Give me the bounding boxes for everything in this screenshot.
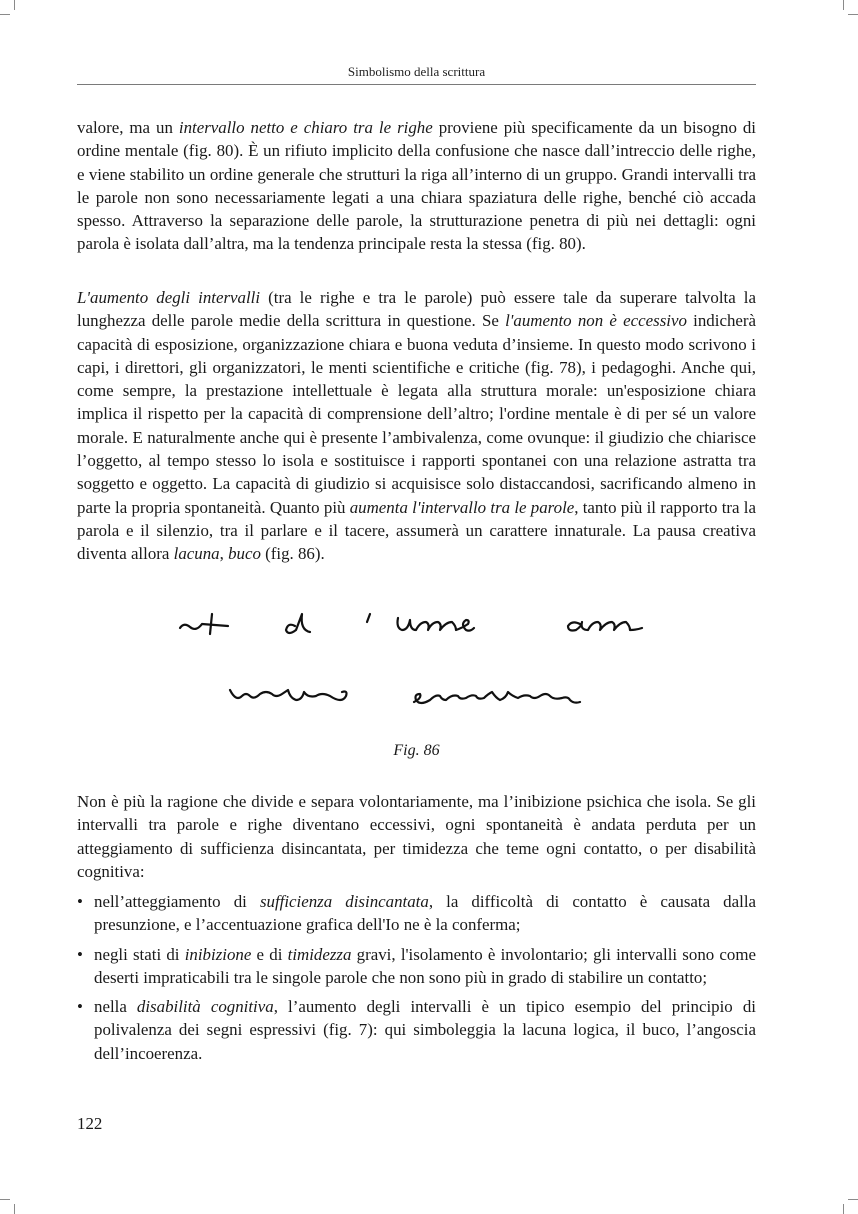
crop-mark-bottom-left	[0, 1199, 10, 1200]
text-run: (tra le righe e tra le parole) può essere tale da superare talvolta la lunghezza delle parole medie della scrittura in questione. Se	[77, 288, 756, 331]
list-item	[77, 890, 756, 937]
emphasis: aumenta l'intervallo tra le parole	[349, 497, 575, 517]
text-run: nella	[94, 997, 137, 1017]
handwritten-word	[367, 614, 370, 622]
crop-mark-top-right	[848, 14, 858, 15]
crop-mark-bottom-right	[848, 1199, 858, 1200]
crop-mark-top-right	[843, 0, 844, 10]
text-run: indicherà capacità di esposizione, organizzazione chiara e buona veduta d’insieme. In questo modo scrivono i capi, i direttori, gli organizzatori, le menti scientifiche e critiche (fig. 78), i pedagoghi. Anche qui, come sempre, la prestazione intellettuale è legata alla struttura morale: un'esposizione chiara implica il rispetto per la capacità di comprensione dell’altro; l'ordine mentale è di per sé un valore morale. E naturalmente anche qui è presente l’ambivalenza, come ovunque: il giudizio che chiarisce l’oggetto, al tempo stesso lo isola e sostituisce i rapporti spontanei con una relazione astratta tra soggetto e oggetto. La capacità di giudizio si acquisisce solo distaccandosi, sacrificando almeno in parte la propria spontaneità. Quanto più	[77, 311, 757, 517]
emphasis: disabilità cognitiva	[136, 997, 274, 1017]
text-run: , tanto più il rapporto tra la parola e il silenzio, tra il parlare e il tacere, assumerà un carattere innaturale. La pausa creativa diventa allora	[77, 497, 756, 564]
text-run: gravi, l'isolamento è involontario; gli intervalli sono come deserti impraticabili tra le singole parole che non sono più in grado di stabilire un contatto;	[94, 944, 757, 987]
text-run: negli stati di	[94, 944, 185, 964]
handwriting-sample-figure	[170, 600, 670, 730]
bullet-marker: •	[77, 944, 83, 964]
emphasis: sufficienza disincantata	[259, 892, 429, 911]
text-run: proviene più specificamente da un bisogno di ordine mentale (fig. 80). È un rifiuto implicito della confusione che nasce dall’intreccio delle righe, e viene stabilito un ordine generale che strutturi la riga all’interno di un gruppo. Grandi intervalli tra le parole non sono necessariamente legati a una chiara spaziatura delle righe, benché ciò accada spesso. Attraverso la separazione delle parole, la strutturazione penetra di più nei dettagli: ogni parola è isolata dall’altra, ma la tendenza principale resta la stessa (fig. 80).	[77, 118, 757, 254]
emphasis: intervallo netto e chiaro tra le righe	[178, 118, 433, 137]
handwritten-word	[398, 618, 475, 631]
text-run: e di	[251, 944, 288, 964]
bullet-marker: •	[77, 997, 83, 1017]
paragraph-3	[77, 790, 756, 883]
emphasis: inibizione	[184, 944, 252, 964]
text-run: , la difficoltà di contatto è causata dalla presunzione, e l’accentuazione grafica dell'Io ne è la conferma;	[94, 892, 757, 935]
emphasis: l'aumento non è eccessivo	[505, 311, 687, 331]
bullet-list	[77, 890, 756, 1071]
paragraph-text: Non è più la ragione che divide e separa volontariamente, ma l’inibizione psichica che isola. Se gli intervalli tra parole e righe diventano eccessivi, ogni spontaneità è andata perduta per un atteggiamento di sufficienza disincantata, per timidezza che teme ogni contatto, o per disabilità cognitiva:	[77, 792, 756, 881]
emphasis: buco	[228, 544, 261, 564]
handwritten-word	[180, 624, 228, 629]
list-item	[77, 943, 756, 990]
list-item	[77, 995, 756, 1065]
handwritten-word	[414, 692, 580, 703]
page-number: 122	[77, 1114, 103, 1133]
handwritten-word	[230, 690, 347, 700]
text-run: ,	[219, 544, 229, 564]
text-run: nell’atteggiamento di	[94, 892, 260, 911]
bullet-marker: •	[77, 892, 83, 911]
paragraph-1	[77, 116, 756, 256]
emphasis: timidezza	[287, 944, 352, 964]
paragraph-2	[77, 286, 756, 566]
crop-mark-top-left	[0, 14, 10, 15]
crop-mark-bottom-right	[843, 1204, 844, 1214]
handwritten-word	[568, 622, 642, 631]
emphasis: lacuna	[173, 544, 220, 564]
text-run: valore, ma un	[77, 118, 179, 137]
text-run: , l’aumento degli intervalli è un tipico esempio del principio di polivalenza dei segni espressivi (fig. 7): qui simboleggia la lacuna logica, il buco, l’angoscia dell’incoerenza.	[94, 997, 756, 1063]
handwritten-word	[210, 614, 212, 634]
running-header: Simbolismo della scrittura	[77, 64, 756, 85]
crop-mark-bottom-left	[14, 1204, 15, 1214]
handwritten-word	[286, 614, 310, 633]
emphasis: L'aumento degli intervalli	[77, 288, 261, 307]
figure-caption: Fig. 86	[393, 742, 440, 759]
crop-mark-top-left	[14, 0, 15, 10]
text-run: (fig. 86).	[260, 544, 325, 564]
